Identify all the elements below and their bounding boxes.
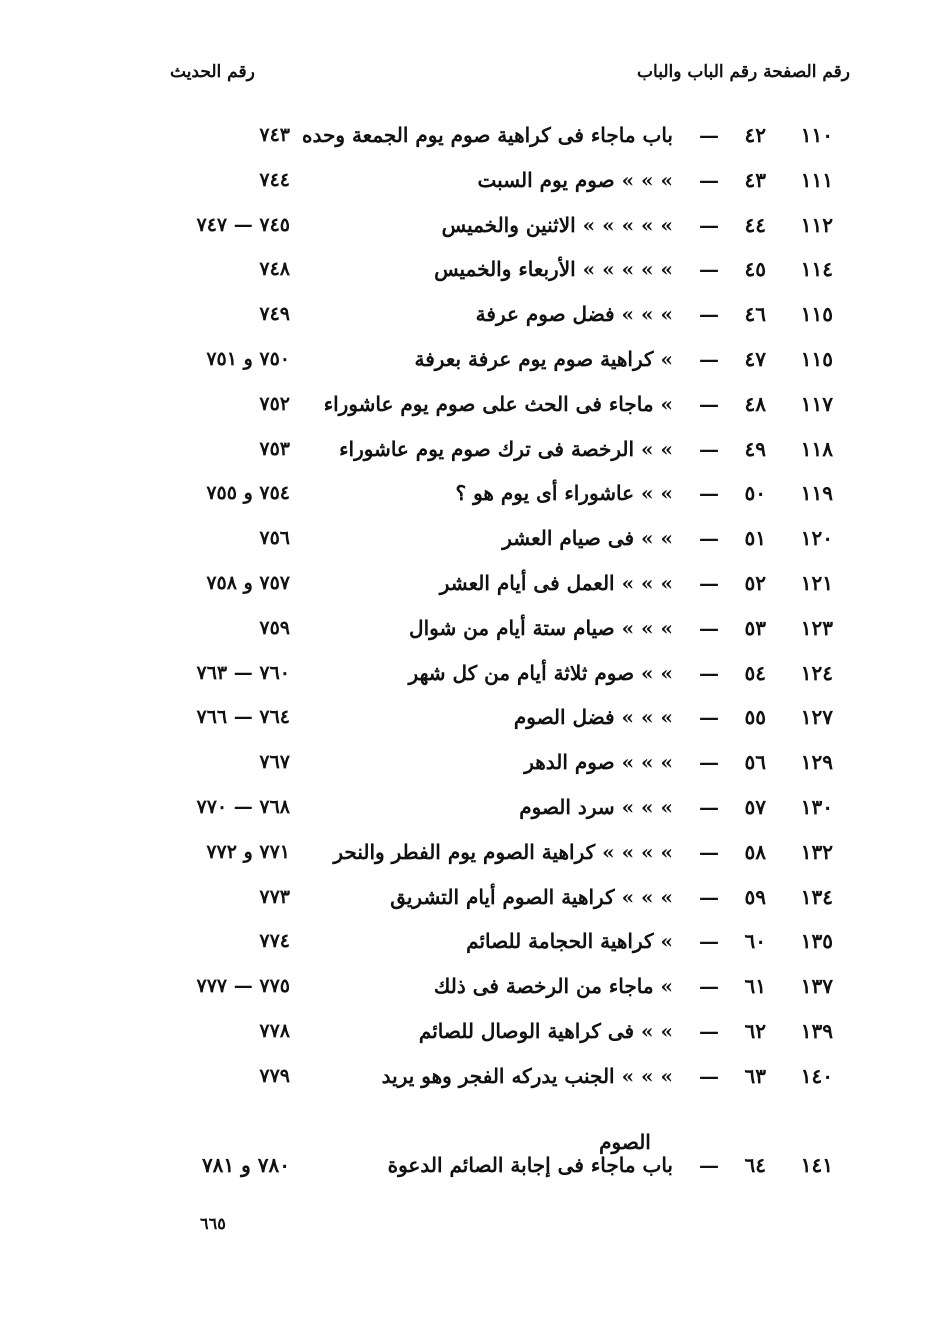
table-row — [0, 1061, 941, 1106]
page-number: ١٤٠ — [800, 1063, 833, 1088]
chapter-title: » » » سرد الصوم — [519, 794, 673, 819]
hadith-number: ٧٤٥ — ٧٤٧ — [196, 213, 290, 236]
chapter-title: » » » العمل فى أيام العشر — [439, 570, 673, 595]
table-row — [0, 747, 941, 792]
chapter-title: » » » » » الاثنين والخميس — [441, 212, 673, 237]
chapter-title: » » » الجنب يدركه الفجر وهو يريد — [381, 1063, 673, 1088]
header-hadith-label: رقم الحديث — [170, 62, 255, 82]
table-row — [0, 434, 941, 479]
chapter-title: » » » فضل الصوم — [513, 705, 673, 730]
chapter-number: ٤٥ — [744, 257, 766, 282]
dash: — — [699, 526, 719, 551]
chapter-title: » » الرخصة فى ترك صوم يوم عاشوراء — [339, 436, 673, 461]
dash: — — [699, 391, 719, 416]
dash: — — [699, 615, 719, 640]
hadith-number: ٧٤٤ — [259, 168, 290, 191]
dash: — — [699, 929, 719, 954]
page-number: ١٣٢ — [800, 839, 833, 864]
dash: — — [699, 974, 719, 999]
chapter-title: » كراهية الحجامة للصائم — [466, 929, 673, 954]
footer-page-number: ٦٦٥ — [200, 1214, 226, 1233]
hadith-number: ٧٥٦ — [259, 527, 290, 550]
table-row — [0, 254, 941, 299]
hadith-number: ٧٥٢ — [259, 392, 290, 415]
table-row — [0, 702, 941, 747]
chapter-title: » ماجاء من الرخصة فى ذلك — [433, 974, 673, 999]
chapter-title: باب ماجاء فى كراهية صوم يوم الجمعة وحده — [301, 123, 673, 147]
hadith-number: ٧٧٨ — [259, 1019, 290, 1042]
dash: — — [699, 1018, 719, 1043]
chapter-number: ٥٣ — [744, 615, 766, 640]
chapter-title: » ماجاء فى الحث على صوم يوم عاشوراء — [323, 391, 673, 416]
dash: — — [699, 705, 719, 730]
table-row — [0, 389, 941, 434]
chapter-number: ٥٧ — [744, 794, 766, 819]
chapter-number: ٥٦ — [744, 750, 766, 775]
chapter-number: ٤٩ — [744, 436, 766, 461]
page-header — [170, 62, 850, 102]
hadith-number: ٧٦٠ — ٧٦٣ — [196, 661, 290, 684]
chapter-title: » » » » كراهية الصوم يوم الفطر والنحر — [333, 839, 673, 864]
hadith-number: ٧٤٩ — [259, 303, 290, 326]
hadith-number: ٧٤٣ — [259, 124, 290, 146]
dash: — — [699, 346, 719, 371]
page-number: ١٢٧ — [800, 705, 833, 730]
chapter-title: » » » كراهية الصوم أيام التشريق — [390, 884, 673, 909]
page-number: ١٢٤ — [800, 660, 833, 685]
chapter-title: » » صوم ثلاثة أيام من كل شهر — [408, 660, 673, 685]
hadith-number: ٧٥٣ — [259, 437, 290, 460]
hadith-number: ٧٧٥ — ٧٧٧ — [196, 975, 290, 998]
dash: — — [699, 436, 719, 461]
chapter-title: » كراهية صوم يوم عرفة بعرفة — [414, 346, 673, 371]
page-number: ١٣٧ — [800, 974, 833, 999]
table-row — [0, 1150, 941, 1190]
table-row — [0, 1016, 941, 1061]
table-row — [0, 165, 941, 210]
chapter-number: ٤٦ — [744, 302, 766, 327]
hadith-number: ٧٦٨ — ٧٧٠ — [196, 795, 290, 818]
page-number: ١٢٣ — [800, 615, 833, 640]
dash: — — [699, 750, 719, 775]
chapter-number: ٦١ — [744, 974, 766, 999]
page-number: ١٣٩ — [800, 1018, 833, 1043]
page-number: ١٢٩ — [800, 750, 833, 775]
chapter-number: ٤٧ — [744, 346, 766, 371]
page-number: ١١١ — [800, 167, 833, 192]
page-number: ١١٩ — [800, 481, 833, 506]
table-row — [0, 120, 941, 165]
page-number: ١١٠ — [800, 123, 833, 147]
hadith-number: ٧٨٠ و ٧٨١ — [201, 1153, 290, 1177]
hadith-number: ٧٦٧ — [259, 751, 290, 774]
chapter-title: » » » صيام ستة أيام من شوال — [409, 615, 673, 640]
chapter-title: » » عاشوراء أى يوم هو ؟ — [455, 481, 673, 506]
chapter-title: » » فى صيام العشر — [502, 526, 673, 551]
page-number: ١٢١ — [800, 570, 833, 595]
index-table — [0, 120, 941, 1106]
chapter-number: ٥٥ — [744, 705, 766, 730]
chapter-number: ٤٣ — [744, 167, 766, 192]
table-row — [0, 210, 941, 255]
chapter-title: » » » » » الأربعاء والخميس — [434, 257, 673, 282]
chapter-title: » » فى كراهية الوصال للصائم — [418, 1018, 673, 1043]
hadith-number: ٧٤٨ — [259, 258, 290, 281]
dash: — — [699, 481, 719, 506]
page-number: ١١٥ — [800, 346, 833, 371]
dash: — — [699, 167, 719, 192]
dash: — — [699, 257, 719, 282]
chapter-number: ٥٢ — [744, 570, 766, 595]
chapter-number: ٥٩ — [744, 884, 766, 909]
table-row — [0, 971, 941, 1016]
page-number: ١١٧ — [800, 391, 833, 416]
dash: — — [699, 123, 719, 147]
table-row — [0, 344, 941, 389]
chapter-title: » » » فضل صوم عرفة — [475, 302, 673, 327]
page-number: ١١٥ — [800, 302, 833, 327]
hadith-number: ٧٥٠ و ٧٥١ — [206, 347, 290, 370]
dash: — — [699, 302, 719, 327]
hadith-number: ٧٥٧ و ٧٥٨ — [206, 571, 290, 594]
dash: — — [699, 1153, 719, 1177]
page-number: ١١٤ — [800, 257, 833, 282]
dash: — — [699, 839, 719, 864]
table-row — [0, 926, 941, 971]
chapter-number: ٥١ — [744, 526, 766, 551]
table-row — [0, 299, 941, 344]
chapter-title: » » » صوم الدهر — [524, 750, 673, 775]
hadith-number: ٧٥٩ — [259, 616, 290, 639]
hadith-number: ٧٧١ و ٧٧٢ — [206, 840, 290, 863]
page-number: ١٣٠ — [800, 794, 833, 819]
hadith-number: ٧٧٣ — [259, 885, 290, 908]
chapter-number: ٤٢ — [744, 123, 766, 147]
table-row — [0, 658, 941, 703]
page-number: ١٣٤ — [800, 884, 833, 909]
header-columns-label: رقم الصفحة رقم الباب والباب — [637, 62, 850, 82]
chapter-number: ٤٨ — [744, 391, 766, 416]
chapter-number: ٤٤ — [744, 212, 766, 237]
hadith-number: ٧٥٤ و ٧٥٥ — [206, 482, 290, 505]
section-heading: الصوم — [599, 1130, 651, 1154]
dash: — — [699, 660, 719, 685]
chapter-number: ٦٢ — [744, 1018, 766, 1043]
table-row — [0, 478, 941, 523]
chapter-number: ٦٣ — [744, 1063, 766, 1088]
chapter-number: ٦٠ — [744, 929, 766, 954]
dash: — — [699, 1063, 719, 1088]
page-number: ١٤١ — [800, 1153, 833, 1177]
dash: — — [699, 794, 719, 819]
dash: — — [699, 570, 719, 595]
table-row — [0, 837, 941, 882]
dash: — — [699, 884, 719, 909]
page-number: ١١٨ — [800, 436, 833, 461]
table-row — [0, 882, 941, 927]
table-row — [0, 792, 941, 837]
table-row — [0, 568, 941, 613]
chapter-title: باب ماجاء فى إجابة الصائم الدعوة — [387, 1153, 673, 1177]
page-number: ١٣٥ — [800, 929, 833, 954]
hadith-number: ٧٦٤ — ٧٦٦ — [196, 706, 290, 729]
table-row — [0, 613, 941, 658]
page-number: ١١٢ — [800, 212, 833, 237]
dash: — — [699, 212, 719, 237]
hadith-number: ٧٧٩ — [259, 1064, 290, 1087]
chapter-number: ٥٤ — [744, 660, 766, 685]
chapter-title: » » » صوم يوم السبت — [477, 167, 673, 192]
chapter-number: ٦٤ — [744, 1153, 766, 1177]
chapter-number: ٥٠ — [744, 481, 766, 506]
hadith-number: ٧٧٤ — [259, 930, 290, 953]
page-number: ١٢٠ — [800, 526, 833, 551]
chapter-number: ٥٨ — [744, 839, 766, 864]
table-row — [0, 523, 941, 568]
